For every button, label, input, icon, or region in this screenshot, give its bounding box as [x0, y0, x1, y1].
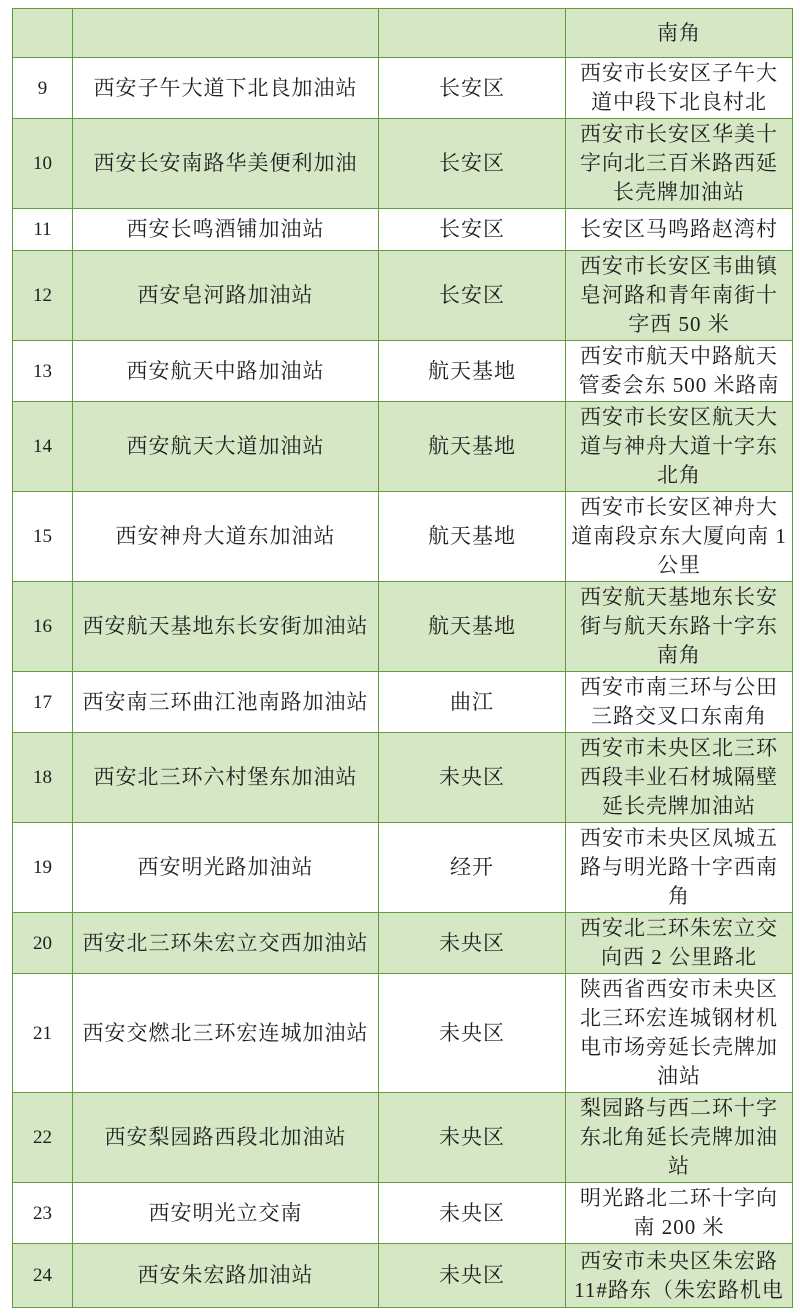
cell-station-name: 西安航天大道加油站 — [73, 402, 379, 492]
table-row — [13, 1093, 793, 1183]
cell-number: 22 — [13, 1093, 73, 1183]
gas-station-table-container — [12, 8, 792, 1308]
cell-address — [566, 341, 793, 402]
cell-address — [566, 672, 793, 733]
cell-number: 15 — [13, 492, 73, 582]
cell-district: 曲江 — [379, 672, 566, 733]
address-line: 字向北三百米路西延 — [580, 151, 778, 175]
address-line: 管委会东 500 米路南 — [578, 373, 780, 397]
address-line: 西安市长安区神舟大 — [580, 495, 778, 519]
cell-station-name: 西安北三环朱宏立交西加油站 — [73, 913, 379, 974]
table-row — [13, 209, 793, 251]
address-line: 向西 2 公里路北 — [601, 945, 757, 969]
cell-station-name: 西安交燃北三环宏连城加油站 — [73, 974, 379, 1093]
cell-number: 11 — [13, 209, 73, 251]
cell-address — [566, 492, 793, 582]
cell-number: 16 — [13, 582, 73, 672]
table-row — [13, 823, 793, 913]
address-line: 道与神舟大道十字东 — [580, 434, 778, 458]
address-line: 陕西省西安市未央区 — [580, 977, 778, 1001]
address-line: 延长壳牌加油站 — [602, 794, 756, 818]
address-line: 11#路东（朱宏路机电 — [574, 1277, 784, 1302]
table-row — [13, 402, 793, 492]
address-line: 西安市南三环与公田 — [580, 675, 778, 699]
cell-district: 航天基地 — [379, 582, 566, 672]
address-line: 油站 — [657, 1064, 701, 1088]
table-row — [13, 251, 793, 341]
cell-district: 航天基地 — [379, 341, 566, 402]
cell-district: 长安区 — [379, 58, 566, 119]
table-row — [13, 582, 793, 672]
cell-district: 未央区 — [379, 1183, 566, 1244]
address-line: 北角 — [657, 463, 701, 487]
cell-station-name: 西安航天基地东长安街加油站 — [73, 582, 379, 672]
cell-number: 24 — [13, 1244, 73, 1308]
cell-number: 9 — [13, 58, 73, 119]
cell-address — [566, 733, 793, 823]
address-line: 西安北三环朱宏立交 — [580, 916, 778, 940]
cell-address — [566, 119, 793, 209]
cell-station-name: 西安长安南路华美便利加油 — [73, 119, 379, 209]
table-row — [13, 492, 793, 582]
cell-district: 未央区 — [379, 733, 566, 823]
table-row — [13, 733, 793, 823]
cell-district: 航天基地 — [379, 402, 566, 492]
address-line: 字西 50 米 — [628, 312, 730, 336]
cell-district: 长安区 — [379, 119, 566, 209]
address-line: 明光路北二环十字向 — [580, 1186, 778, 1210]
table-row — [13, 119, 793, 209]
address-line: 南 200 米 — [633, 1215, 725, 1239]
cell-station-name: 西安明光立交南 — [73, 1183, 379, 1244]
address-line: 北三环宏连城钢材机 — [580, 1006, 778, 1030]
cell-number: 23 — [13, 1183, 73, 1244]
cell-district: 未央区 — [379, 1244, 566, 1308]
address-line: 南角 — [657, 643, 701, 667]
cell-number: 13 — [13, 341, 73, 402]
cell-number — [13, 9, 73, 58]
cell-address — [566, 1183, 793, 1244]
cell-district — [379, 9, 566, 58]
address-line: 公里 — [657, 553, 701, 577]
address-line: 西安市未央区凤城五 — [580, 826, 778, 850]
table-row — [13, 913, 793, 974]
cell-district: 未央区 — [379, 913, 566, 974]
cell-number: 10 — [13, 119, 73, 209]
table-row — [13, 9, 793, 58]
table-row — [13, 58, 793, 119]
address-line: 电市场旁延长壳牌加 — [580, 1035, 778, 1059]
address-line: 梨园路与西二环十字 — [580, 1096, 778, 1120]
gas-station-table — [12, 8, 793, 1308]
cell-station-name: 西安朱宏路加油站 — [73, 1244, 379, 1308]
cell-station-name: 西安梨园路西段北加油站 — [73, 1093, 379, 1183]
cell-station-name: 西安皂河路加油站 — [73, 251, 379, 341]
address-line: 西段丰业石材城隔壁 — [580, 765, 778, 789]
cell-number: 12 — [13, 251, 73, 341]
cell-address — [566, 58, 793, 119]
cell-number: 20 — [13, 913, 73, 974]
cell-station-name: 西安子午大道下北良加油站 — [73, 58, 379, 119]
cell-number: 14 — [13, 402, 73, 492]
cell-address — [566, 582, 793, 672]
address-line: 道南段京东大厦向南 1 — [571, 524, 787, 548]
address-line: 路与明光路十字西南 — [580, 855, 778, 879]
address-line: 南角 — [657, 20, 701, 45]
cell-number: 18 — [13, 733, 73, 823]
address-line: 长安区马鸣路赵湾村 — [580, 217, 778, 241]
cell-district: 航天基地 — [379, 492, 566, 582]
address-line: 东北角延长壳牌加油 — [580, 1125, 778, 1149]
cell-address — [566, 974, 793, 1093]
address-line: 西安航天基地东长安 — [580, 585, 778, 609]
cell-address — [566, 913, 793, 974]
cell-address — [566, 251, 793, 341]
table-row — [13, 974, 793, 1093]
cell-district: 未央区 — [379, 1093, 566, 1183]
table-row — [13, 1244, 793, 1308]
cell-number: 21 — [13, 974, 73, 1093]
table-row — [13, 1183, 793, 1244]
cell-station-name: 西安明光路加油站 — [73, 823, 379, 913]
address-line: 西安市航天中路航天 — [580, 344, 778, 368]
cell-station-name: 西安南三环曲江池南路加油站 — [73, 672, 379, 733]
cell-number: 17 — [13, 672, 73, 733]
table-row — [13, 672, 793, 733]
cell-address — [566, 209, 793, 251]
address-line: 角 — [668, 884, 690, 908]
address-line: 三路交叉口东南角 — [591, 704, 767, 728]
cell-district: 经开 — [379, 823, 566, 913]
address-line: 站 — [668, 1154, 690, 1178]
cell-district: 长安区 — [379, 251, 566, 341]
cell-address — [566, 9, 793, 58]
address-line: 街与航天东路十字东 — [580, 614, 778, 638]
address-line: 西安市长安区华美十 — [580, 122, 778, 146]
cell-number: 19 — [13, 823, 73, 913]
table-row — [13, 341, 793, 402]
address-line: 西安市长安区航天大 — [580, 405, 778, 429]
table-body — [13, 9, 793, 1308]
cell-district: 长安区 — [379, 209, 566, 251]
address-line: 西安市未央区北三环 — [580, 736, 778, 760]
cell-station-name: 西安航天中路加油站 — [73, 341, 379, 402]
cell-station-name: 西安长鸣酒铺加油站 — [73, 209, 379, 251]
address-line: 长壳牌加油站 — [613, 180, 745, 204]
address-line: 西安市长安区子午大 — [580, 61, 778, 85]
address-line: 西安市长安区韦曲镇 — [580, 254, 778, 278]
address-line: 道中段下北良村北 — [591, 90, 767, 114]
cell-station-name: 西安神舟大道东加油站 — [73, 492, 379, 582]
cell-district: 未央区 — [379, 974, 566, 1093]
cell-address — [566, 823, 793, 913]
cell-address — [566, 1093, 793, 1183]
address-line: 皂河路和青年南街十 — [580, 283, 778, 307]
cell-address — [566, 402, 793, 492]
cell-station-name — [73, 9, 379, 58]
address-line: 西安市未央区朱宏路 — [580, 1248, 778, 1273]
cell-station-name: 西安北三环六村堡东加油站 — [73, 733, 379, 823]
cell-address — [566, 1244, 793, 1308]
